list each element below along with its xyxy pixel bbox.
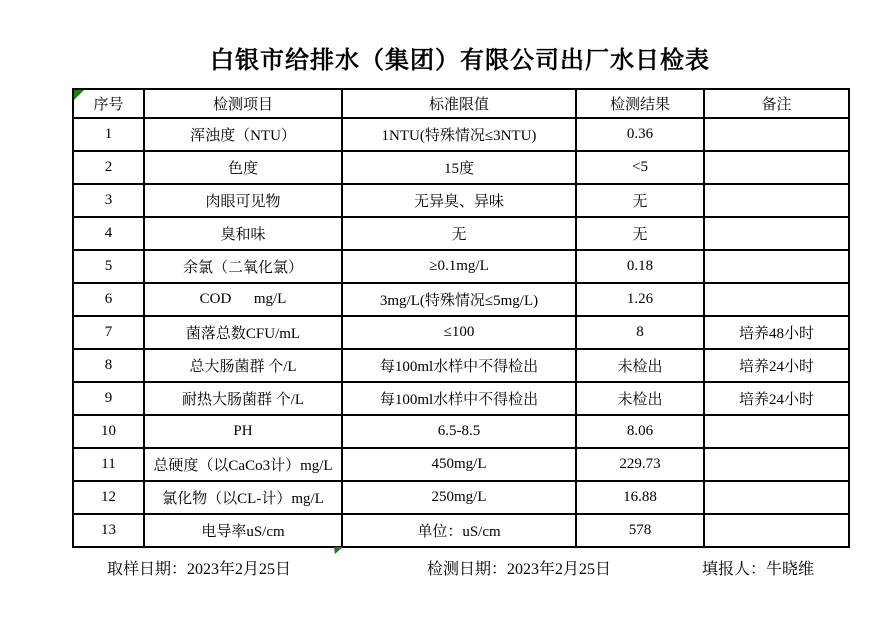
standard-cell: ≥0.1mg/L <box>342 250 576 283</box>
standard-cell: 无异臭、异味 <box>342 184 576 217</box>
item-cell: 总大肠菌群 个/L <box>144 349 342 382</box>
seq-cell: 5 <box>73 250 144 283</box>
remark-cell <box>704 184 849 217</box>
item-cell: 氯化物（以CL-计）mg/L <box>144 481 342 514</box>
result-cell: 1.26 <box>576 283 704 316</box>
item-cell: 耐热大肠菌群 个/L <box>144 382 342 415</box>
standard-cell: 3mg/L(特殊情况≤5mg/L) <box>342 283 576 316</box>
remark-cell <box>704 118 849 151</box>
seq-cell: 1 <box>73 118 144 151</box>
item-cell: 臭和味 <box>144 217 342 250</box>
standard-cell: 每100ml水样中不得检出 <box>342 349 576 382</box>
result-cell: 8.06 <box>576 415 704 448</box>
table-row <box>73 448 849 481</box>
table-row <box>73 514 849 547</box>
result-cell: 16.88 <box>576 481 704 514</box>
standard-cell: 250mg/L <box>342 481 576 514</box>
seq-cell: 3 <box>73 184 144 217</box>
standard-cell: 无 <box>342 217 576 250</box>
table-row <box>73 415 849 448</box>
standard-cell: 450mg/L <box>342 448 576 481</box>
footer <box>0 556 894 578</box>
column-header: 检测项目 <box>144 89 342 118</box>
remark-cell <box>704 217 849 250</box>
table-row <box>73 349 849 382</box>
column-header: 备注 <box>704 89 849 118</box>
remark-cell: 培养24小时 <box>704 349 849 382</box>
remark-cell: 培养24小时 <box>704 382 849 415</box>
remark-cell <box>704 283 849 316</box>
item-cell: 浑浊度（NTU） <box>144 118 342 151</box>
result-cell: <5 <box>576 151 704 184</box>
result-cell: 无 <box>576 217 704 250</box>
standard-cell: 6.5-8.5 <box>342 415 576 448</box>
reporter-label: 填报人：牛晓维 <box>702 561 815 578</box>
result-cell: 0.36 <box>576 118 704 151</box>
seq-cell: 11 <box>73 448 144 481</box>
result-cell: 未检出 <box>576 382 704 415</box>
seq-cell: 13 <box>73 514 144 547</box>
inspection-table <box>72 88 850 548</box>
item-cell: 余氯（二氧化氯） <box>144 250 342 283</box>
item-cell: 电导率uS/cm <box>144 514 342 547</box>
column-header: 检测结果 <box>576 89 704 118</box>
remark-cell <box>704 151 849 184</box>
seq-cell: 10 <box>73 415 144 448</box>
remark-cell <box>704 481 849 514</box>
table-row <box>73 217 849 250</box>
remark-cell <box>704 514 849 547</box>
result-cell: 未检出 <box>576 349 704 382</box>
table-row <box>73 283 849 316</box>
column-bottom-marker-icon <box>334 547 343 554</box>
page-title: 白银市给排水（集团）有限公司出厂水日检表 <box>210 48 710 74</box>
table-row <box>73 151 849 184</box>
table-row <box>73 118 849 151</box>
remark-cell <box>704 250 849 283</box>
seq-cell: 7 <box>73 316 144 349</box>
item-cell: 菌落总数CFU/mL <box>144 316 342 349</box>
table-row <box>73 184 849 217</box>
standard-cell: ≤100 <box>342 316 576 349</box>
remark-cell <box>704 415 849 448</box>
result-cell: 578 <box>576 514 704 547</box>
seq-cell: 6 <box>73 283 144 316</box>
table-row <box>73 481 849 514</box>
result-cell: 229.73 <box>576 448 704 481</box>
seq-cell: 12 <box>73 481 144 514</box>
table-row <box>73 250 849 283</box>
item-cell: 肉眼可见物 <box>144 184 342 217</box>
table-header-row <box>73 89 849 118</box>
remark-cell: 培养48小时 <box>704 316 849 349</box>
sampling-date-label: 取样日期：2023年2月25日 <box>107 561 292 578</box>
standard-cell: 1NTU(特殊情况≤3NTU) <box>342 118 576 151</box>
seq-cell: 4 <box>73 217 144 250</box>
remark-cell <box>704 448 849 481</box>
seq-cell: 9 <box>73 382 144 415</box>
column-header: 序号 <box>73 89 144 118</box>
item-cell: PH <box>144 415 342 448</box>
testing-date-label: 检测日期：2023年2月25日 <box>427 561 612 578</box>
result-cell: 无 <box>576 184 704 217</box>
table-row <box>73 316 849 349</box>
result-cell: 8 <box>576 316 704 349</box>
table-row <box>73 382 849 415</box>
item-cell: COD mg/L <box>144 283 342 316</box>
result-cell: 0.18 <box>576 250 704 283</box>
standard-cell: 15度 <box>342 151 576 184</box>
item-cell: 色度 <box>144 151 342 184</box>
seq-cell: 8 <box>73 349 144 382</box>
column-header: 标准限值 <box>342 89 576 118</box>
standard-cell: 每100ml水样中不得检出 <box>342 382 576 415</box>
standard-cell: 单位：uS/cm <box>342 514 576 547</box>
seq-cell: 2 <box>73 151 144 184</box>
item-cell: 总硬度（以CaCo3计）mg/L <box>144 448 342 481</box>
